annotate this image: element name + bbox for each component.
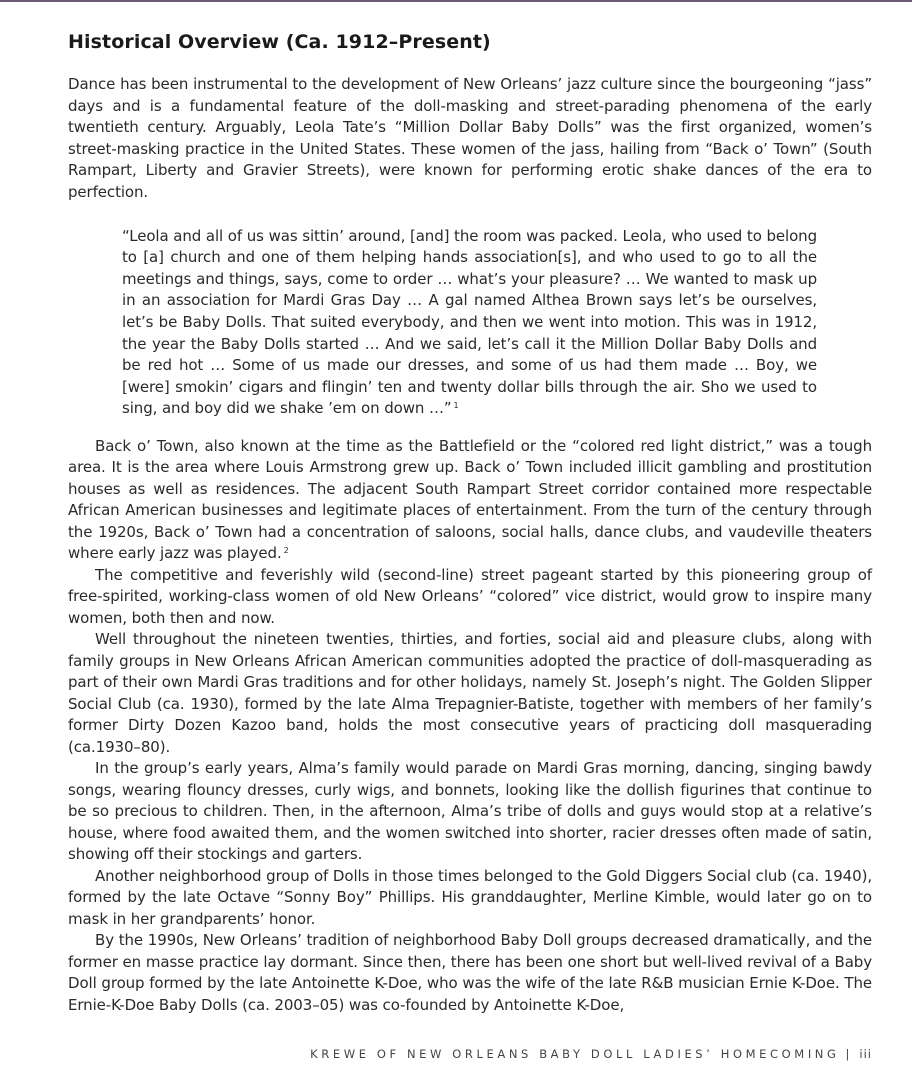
paragraph-street-pageant: The competitive and feverishly wild (second-line) street pageant started by this pioneering group of free-spirited, working-class women of old New Orleans’ “colored” vice district, would grow to inspire many women, both then and now. — [68, 565, 872, 627]
paragraph-social-clubs: Well throughout the nineteen twenties, thirties, and forties, social aid and pleasure clubs, along with family groups in New Orleans African American communities adopted the practice of doll-masquerading as part of their own Mardi Gras traditions and for other holidays, namely St. Joseph’s night. The Golden Slipper Social Club (ca. 1930), formed by the late Alma Trepagnier-Batiste, together with members of her family’s former Dirty Dozen Kazoo band, holds the most consecutive years of practicing doll masquerading (ca.1930–80). — [68, 630, 872, 756]
paragraph-1990s: By the 1990s, New Orleans’ tradition of neighborhood Baby Doll groups decreased dramatically, and the former en masse practice lay dormant. Since then, there has been one short but well-lived revival of a Baby Doll group formed by the late Antoinette K-Doe, who was the wife of the late R&B musician Ernie K-Doe. The Ernie-K-Doe Baby Dolls (ca. 2003–05) was co-founded by Antoinette K-Doe, — [68, 931, 872, 1014]
document-page — [68, 30, 872, 1016]
block-quote — [122, 226, 817, 420]
page-footer — [0, 1047, 872, 1061]
paragraph-back-o-town — [68, 436, 872, 565]
footnote-marker-1: 1 — [453, 401, 459, 411]
paragraph-gold-diggers: Another neighborhood group of Dolls in those times belonged to the Gold Diggers Social club (ca. 1940), formed by the late Octave “Sonny Boy” Phillips. His granddaughter, Merline Kimble, would later go on to mask in her grandparents’ honor. — [68, 866, 872, 928]
footer-title: KREWE OF NEW ORLEANS BABY DOLL LADIES’ HOMECOMING — [310, 1047, 840, 1061]
page-number: iii — [859, 1047, 872, 1061]
footer-separator: | — [845, 1047, 850, 1061]
top-border-rule — [0, 0, 912, 2]
paragraph-text: Back o’ Town, also known at the time as the Battlefield or the “colored red light district,” was a tough area. It is the area where Louis Armstrong grew up. Back o’ Town included illicit gambling and prostitution houses as well as residences. The adjacent South Rampart Street corridor contained more respectable African American businesses and legitimate places of entertainment. From the turn of the century through the 1920s, Back o’ Town had a concentration of saloons, social halls, dance clubs, and vaudeville theaters where early jazz was played. — [68, 436, 872, 563]
footnote-marker-2: 2 — [283, 546, 289, 556]
body-text — [68, 436, 872, 1017]
section-heading: Historical Overview (Ca. 1912–Present) — [68, 31, 491, 53]
quote-text: “Leola and all of us was sittin’ around, [and] the room was packed. Leola, who used to belong to [a] church and one of them helping hands association[s], and who used to go to all the meetings and things, says, come to order … what’s your pleasure? … We wanted to mask up in an association for Mardi Gras Day … A gal named Althea Brown says let’s be ourselves, let’s be Baby Dolls. That suited everybody, and then we went into motion. This was in 1912, the year the Baby Dolls started … And we said, let’s call it the Million Dollar Baby Dolls and be red hot … Some of us made our dresses, and some of us had them made … Boy, we [were] smokin’ cigars and flingin’ ten and twenty dollar bills through the air. Sho we used to sing, and boy did we shake ’em on down …” — [122, 226, 817, 418]
intro-paragraph: Dance has been instrumental to the development of New Orleans’ jazz culture since the bourgeoning “jass” days and is a fundamental feature of the doll-masking and street-parading phenomena of the early twentieth century. Arguably, Leola Tate’s “Million Dollar Baby Dolls” was the first organized, women’s street-masking practice in the United States. These women of the jass, hailing from “Back o’ Town” (South Rampart, Liberty and Gravier Streets), were known for performing erotic shake dances of the era to perfection. — [68, 75, 872, 201]
paragraph-early-years: In the group’s early years, Alma’s family would parade on Mardi Gras morning, dancing, singing bawdy songs, wearing flouncy dresses, curly wigs, and bonnets, looking like the dollish figurines that continue to be so precious to children. Then, in the afternoon, Alma’s tribe of dolls and guys would stop at a relative’s house, where food awaited them, and the women switched into shorter, racier dresses often made of satin, showing off their stockings and garters. — [68, 759, 872, 864]
